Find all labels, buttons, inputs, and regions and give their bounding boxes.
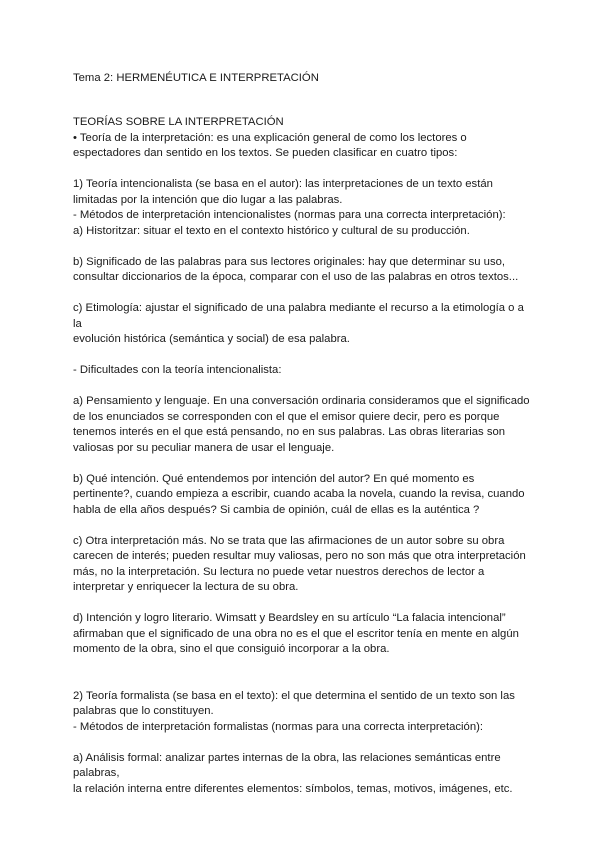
text-line: momento de la obra, sino el que consiguió incorporar a la obra. <box>73 643 390 655</box>
text-line: evolución histórica (semántica y social) de esa palabra. <box>73 333 350 345</box>
text-line: consultar diccionarios de la época, comparar con el uso de las palabras en otros textos... <box>73 271 519 283</box>
text-line: afirmaban que el significado de una obra no es el que el escritor tenía en mente en algún <box>73 627 519 640</box>
text-line: a) Análisis formal: analizar partes internas de la obra, las relaciones semánticas entre <box>73 751 501 764</box>
document-title: Tema 2: HERMENÉUTICA E INTERPRETACIÓN <box>73 72 319 84</box>
text-line: b) Significado de las palabras para sus lectores originales: hay que determinar su uso, <box>73 255 506 268</box>
text-line: b) Qué intención. Qué entendemos por intención del autor? En qué momento es <box>73 472 475 485</box>
text-line: - Dificultades con la teoría intencionalista: <box>73 364 282 376</box>
text-line: de los enunciados se corresponden con el que el emisor quiere decir, pero es porque <box>73 410 500 423</box>
document-body <box>73 115 535 797</box>
text-line: valiosas por su peculiar manera de usar el lenguaje. <box>73 441 335 454</box>
text-line: habla de ella años después? Si cambia de opinión, cuál de ellas es la auténtica ? <box>73 503 480 516</box>
text-line: a) Pensamiento y lenguaje. En una conversación ordinaria consideramos que el significado <box>73 395 530 407</box>
text-line: interpretar y enriquecer la lectura de su obra. <box>73 581 299 593</box>
text-line: la relación interna entre diferentes elementos: símbolos, temas, motivos, imágenes, etc. <box>73 782 513 795</box>
section-heading: TEORÍAS SOBRE LA INTERPRETACIÓN <box>73 116 284 128</box>
text-line: espectadores dan sentido en los textos. Se pueden clasificar en cuatro tipos: <box>73 147 458 159</box>
text-line: carecen de interés; pueden resultar muy valiosas, pero no son más que otra interpretación <box>73 550 526 562</box>
text-line: 1) Teoría intencionalista (se basa en el autor): las interpretaciones de un texto están <box>73 178 493 190</box>
text-line: palabras que lo constituyen. <box>73 705 214 717</box>
text-line: - Métodos de interpretación intencionalistes (normas para una correcta interpretación): <box>73 209 506 221</box>
text-line: tenemos interés en el que está pensando, no en sus palabras. Las obras literarias son <box>73 426 506 438</box>
text-line: palabras, <box>73 767 120 779</box>
text-line: • Teoría de la interpretación: es una explicación general de como los lectores o <box>73 131 467 144</box>
text-line: - Métodos de interpretación formalistas (normas para una correcta interpretación): <box>73 720 484 733</box>
text-line: más, no la interpretación. Su lectura no puede vetar nuestros derechos de lector a <box>73 565 485 578</box>
text-line: pertinente?, cuando empieza a escribir, cuando acaba la novela, cuando la revisa, cuando <box>73 488 525 500</box>
text-line: limitadas por la intención que dio lugar a las palabras. <box>73 193 343 206</box>
text-line: c) Etimología: ajustar el significado de una palabra mediante el recurso a la etimología o a la <box>73 302 524 330</box>
text-line: d) Intención y logro literario. Wimsatt y Beardsley en su artículo “La falacia intencional” <box>73 612 506 624</box>
text-line: c) Otra interpretación más. No se trata que las afirmaciones de un autor sobre su obra <box>73 534 505 547</box>
text-line: a) Historitzar: situar el texto en el contexto histórico y cultural de su producción. <box>73 224 470 237</box>
text-line: 2) Teoría formalista (se basa en el texto): el que determina el sentido de un texto son las <box>73 689 515 702</box>
